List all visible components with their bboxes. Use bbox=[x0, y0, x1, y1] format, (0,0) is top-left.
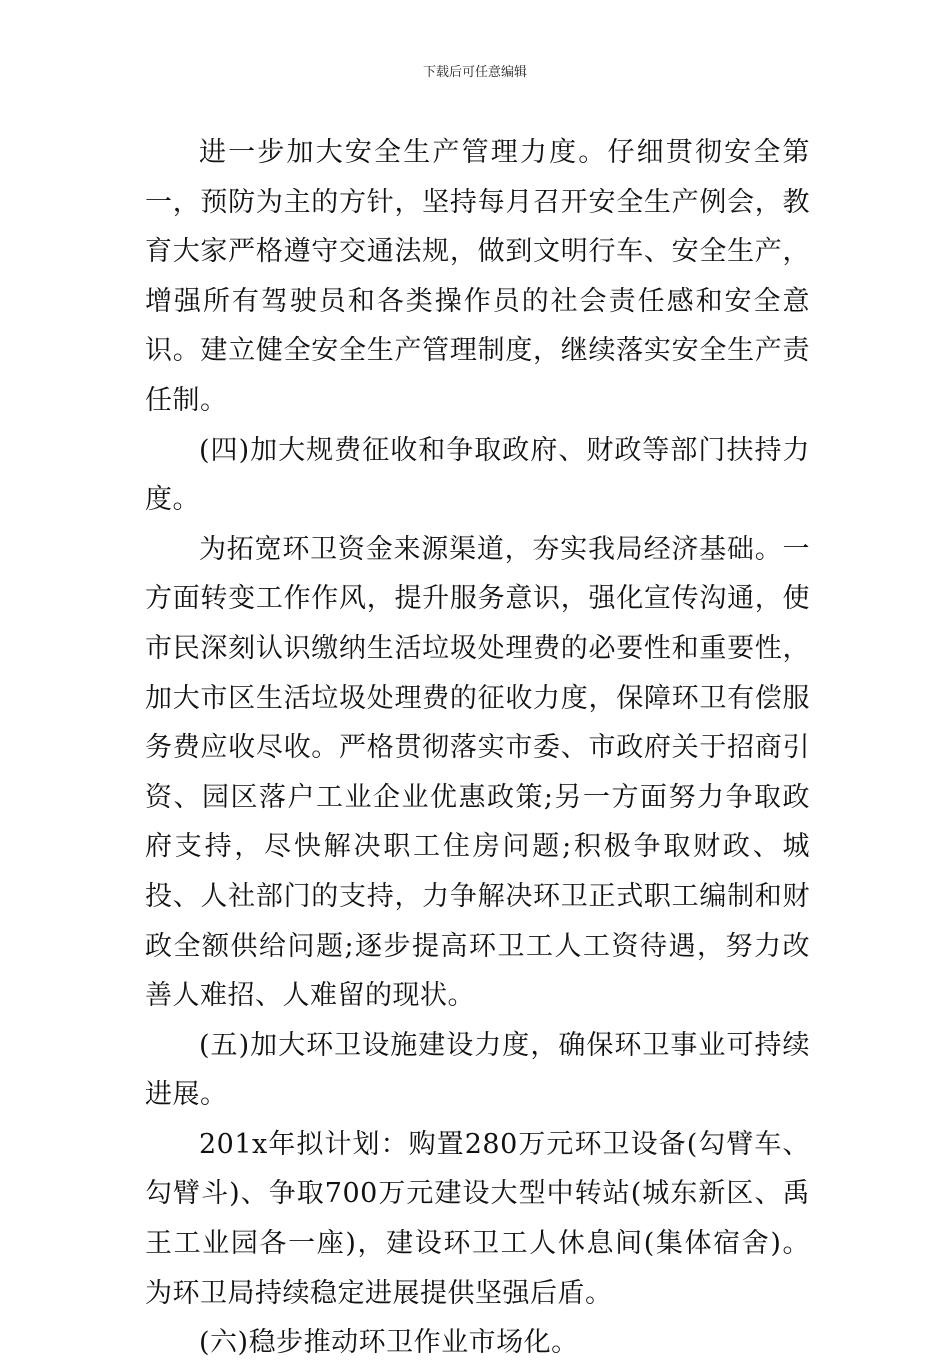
section-heading-four: (四)加大规费征收和争取政府、财政等部门扶持力度。 bbox=[145, 434, 810, 516]
paragraph-annual-plan: 201x年拟计划：购置280万元环卫设备(勾臂车、勾臂斗)、争取700万元建设大型中转站(城东新区、禹王工业园各一座)，建设环卫工人休息间(集体宿舍)。为环卫局持续稳定进展提供坚强后盾。 bbox=[145, 1128, 810, 1309]
section-heading-five: (五)加大环卫设施建设力度，确保环卫事业可持续进展。 bbox=[145, 1029, 810, 1111]
paragraph-funding-sources: 为拓宽环卫资金来源渠道，夯实我局经济基础。一方面转变工作作风，提升服务意识，强化宣传沟通，使市民深刻认识缴纳生活垃圾处理费的必要性和重要性，加大市区生活垃圾处理费的征收力度，保障环卫有偿服务费应收尽收。严格贯彻落实市委、市政府关于招商引资、园区落户工业企业优惠政策;另一方面努力争取政府支持，尽快解决职工住房问题;积极争取财政、城投、人社部门的支持，力争解决环卫正式职工编制和财政全额供给问题;逐步提高环卫工人工资待遇，努力改善人难招、人难留的现状。 bbox=[145, 533, 810, 1012]
document-body bbox=[145, 128, 810, 1368]
section-heading-six: (六)稳步推动环卫作业市场化。 bbox=[199, 1327, 579, 1359]
page-header: 下载后可任意编辑 bbox=[422, 65, 527, 80]
paragraph-safety-management: 进一步加大安全生产管理力度。仔细贯彻安全第一，预防为主的方针，坚持每月召开安全生产例会，教育大家严格遵守交通法规，做到文明行车、安全生产，增强所有驾驶员和各类操作员的社会责任感和安全意识。建立健全安全生产管理制度，继续落实安全生产责任制。 bbox=[145, 137, 810, 416]
